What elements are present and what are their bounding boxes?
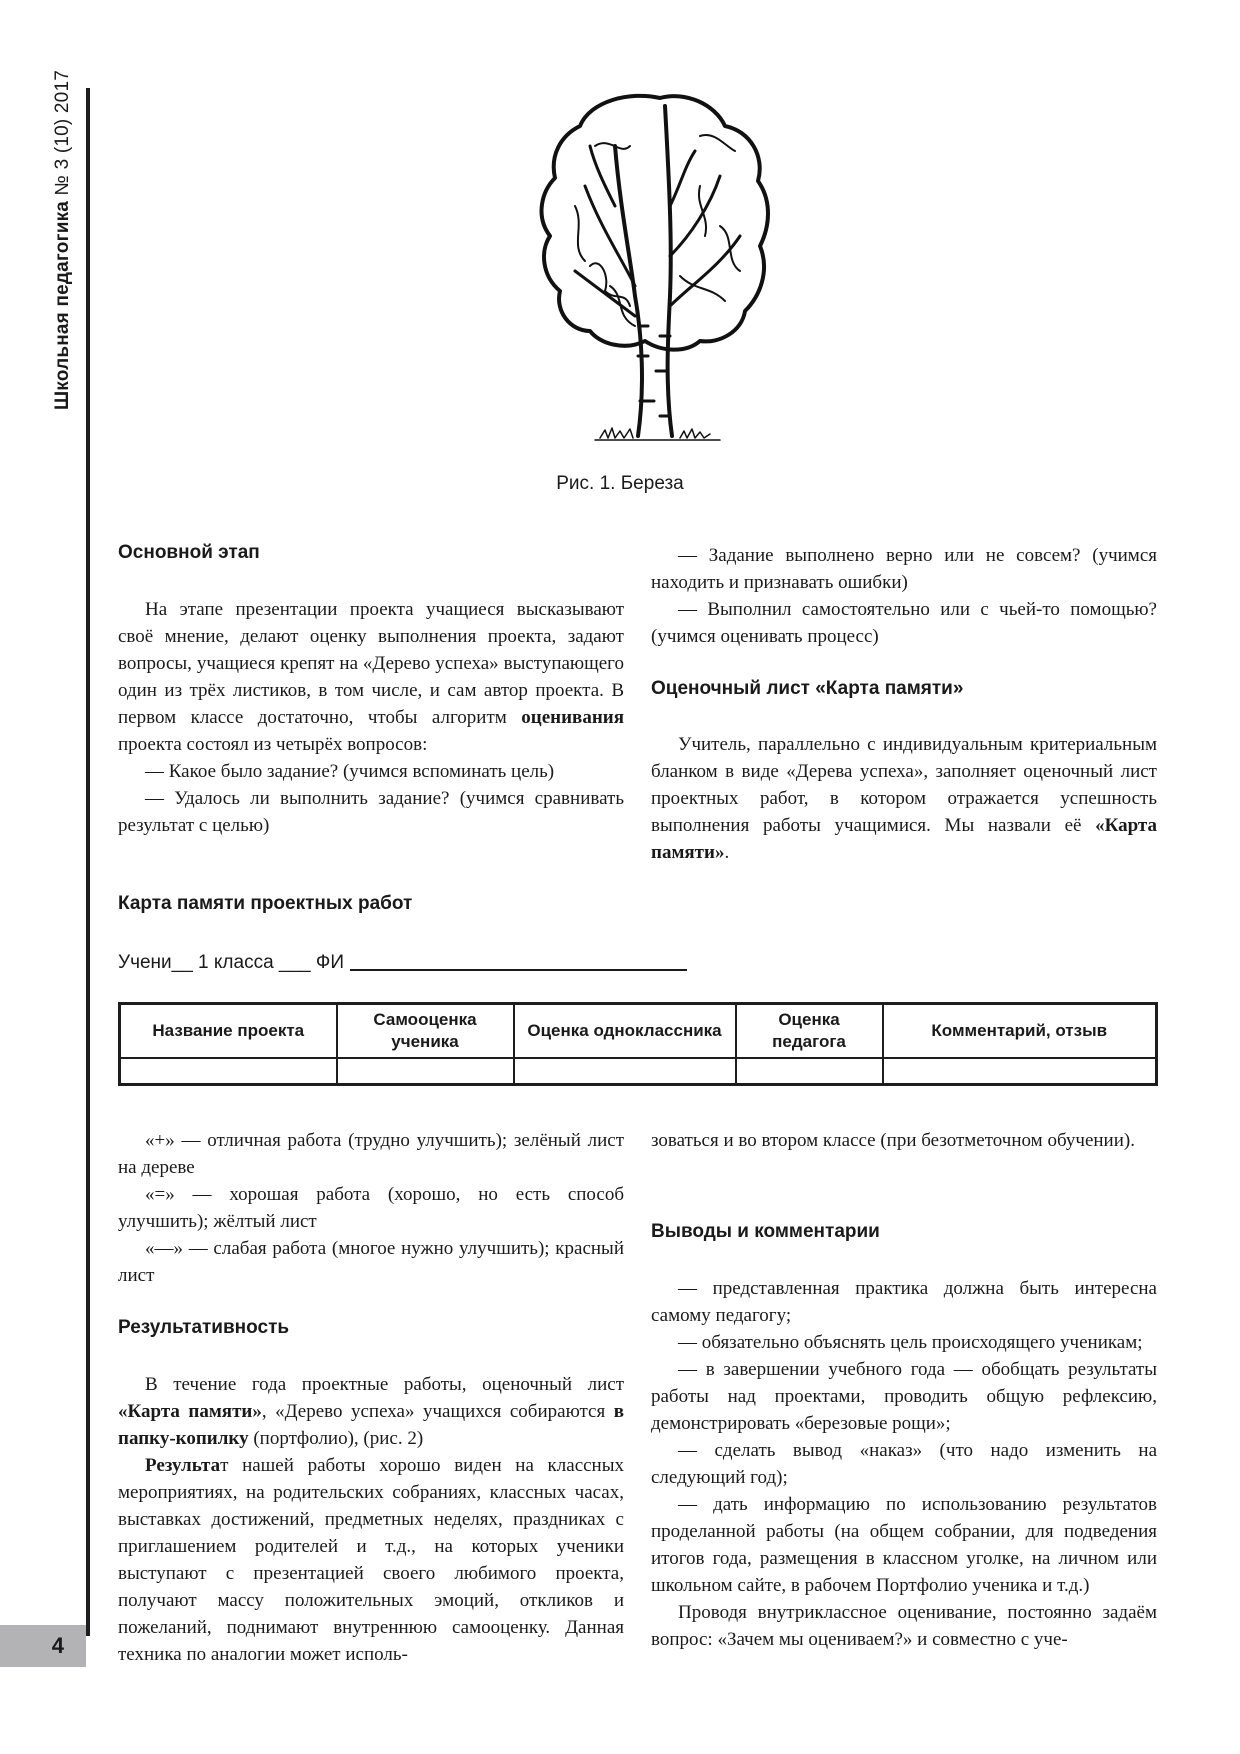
table-cell[interactable] — [514, 1058, 736, 1085]
running-head — [52, 70, 74, 410]
column-header: Оценка одноклассника — [514, 1004, 736, 1059]
table-cell[interactable] — [883, 1058, 1157, 1085]
margin-rule — [86, 88, 90, 1636]
main-stage-text — [118, 596, 624, 839]
paragraph: зоваться и во втором классе (при безотметочном обучении). — [651, 1130, 1135, 1151]
paragraph: Результат нашей работы хорошо виден на классных мероприятиях, на родительских собраниях, классных часах, выставках достижений, предметных неделях, праздниках с приглашением родителей и т.д., на которых ученики выступают с презентацией своего любимого проекта, получают массу положительных эмоций, откликов и пожеланий, поднимают внутреннюю самооценку. Данная техника по аналогии может исполь- — [118, 1455, 624, 1665]
paragraph: На этапе презентации проекта учащиеся высказывают своё мнение, делают оценку выполнения проекта, задают вопросы, учащиеся крепят на «Дерево успеха» выступающего один из трёх листиков, в том числе, и сам автор проекта. В первом классе достаточно, чтобы алгоритм оценивания проекта состоял из четырёх вопросов: — [118, 599, 624, 755]
grading-legend — [118, 1127, 624, 1289]
form-line-label: Учени__ 1 класса ___ ФИ — [118, 952, 345, 973]
name-blank-field[interactable] — [350, 969, 687, 971]
list-item: — представленная практика должна быть интересна самому педагогу; — [651, 1278, 1157, 1326]
section-heading-memory-card: Карта памяти проектных работ — [118, 893, 413, 914]
continuation-text — [651, 1127, 1157, 1154]
figure-caption: Рис. 1. Береза — [556, 473, 684, 494]
legend-item: «+» — отличная работа (трудно улучшить); зелёный лист на дереве — [118, 1130, 624, 1178]
conclusions-list — [651, 1275, 1157, 1653]
effectiveness-text — [118, 1371, 624, 1668]
list-item: — Задание выполнено верно или не совсем? (учимся находить и признавать ошибки) — [651, 545, 1157, 593]
section-heading-memory-card-sheet: Оценочный лист «Карта памяти» — [651, 678, 964, 699]
memory-card-text — [651, 731, 1157, 866]
column-header: Самооценка ученика — [337, 1004, 514, 1059]
paragraph: Учитель, параллельно с индивидуальным критериальным бланком в виде «Дерева успеха», заполняет оценочный лист проектных работ, в котором отражается успешность выполнения работы учащимися. Мы назвали её «Карта памяти». — [651, 734, 1157, 863]
legend-item: «—» — слабая работа (многое нужно улучшить); красный лист — [118, 1238, 624, 1286]
list-item: — в завершении учебного года — обобщать результаты работы над проектами, проводить общую рефлексию, демонстрировать «березовые рощи»; — [651, 1359, 1157, 1434]
legend-item: «=» — хорошая работа (хорошо, но есть способ улучшить); жёлтый лист — [118, 1184, 624, 1232]
list-item: — Выполнил самостоятельно или с чьей-то помощью? (учимся оценивать процесс) — [651, 599, 1157, 647]
questions-continued — [651, 542, 1157, 650]
page-number-text: 4 — [51, 1633, 64, 1658]
section-heading-effectiveness: Результативность — [118, 1317, 290, 1338]
memory-card-table — [118, 1002, 1158, 1086]
student-form-line — [118, 952, 687, 974]
paragraph: Проводя внутриклассное оценивание, постоянно задаём вопрос: «Зачем мы оцениваем?» и совместно с уче- — [651, 1602, 1157, 1650]
column-header: Название проекта — [120, 1004, 337, 1059]
list-item: — Какое было задание? (учимся вспоминать цель) — [145, 761, 555, 782]
birch-tree-illustration-icon — [520, 86, 780, 446]
table-cell[interactable] — [736, 1058, 883, 1085]
page-number — [0, 1625, 86, 1667]
column-header: Комментарий, отзыв — [883, 1004, 1157, 1059]
table-header-row — [120, 1004, 1157, 1059]
journal-title: Школьная педагогика — [52, 200, 73, 410]
issue-number: № 3 (10) 2017 — [52, 70, 73, 196]
list-item: — сделать вывод «наказ» (что надо изменить на следующий год); — [651, 1440, 1157, 1488]
section-heading-conclusions: Выводы и комментарии — [651, 1221, 880, 1242]
list-item: — дать информацию по использованию результатов проделанной работы (на общем собрании, для подведения итогов года, размещения в классном уголке, на личном или школьном сайте, в рабочем Портфолио ученика и т.д.) — [651, 1494, 1157, 1596]
column-header: Оценка педагога — [736, 1004, 883, 1059]
table-cell[interactable] — [337, 1058, 514, 1085]
table-row — [120, 1058, 1157, 1085]
list-item: — обязательно объяснять цель происходящего ученикам; — [678, 1332, 1143, 1353]
section-heading-main-stage: Основной этап — [118, 542, 260, 563]
list-item: — Удалось ли выполнить задание? (учимся сравнивать результат с целью) — [118, 788, 624, 836]
table-cell[interactable] — [120, 1058, 337, 1085]
paragraph: В течение года проектные работы, оценочный лист «Карта памяти», «Дерево успеха» учащихся собираются в папку-копилку (портфолио), (рис. 2) — [118, 1374, 624, 1449]
